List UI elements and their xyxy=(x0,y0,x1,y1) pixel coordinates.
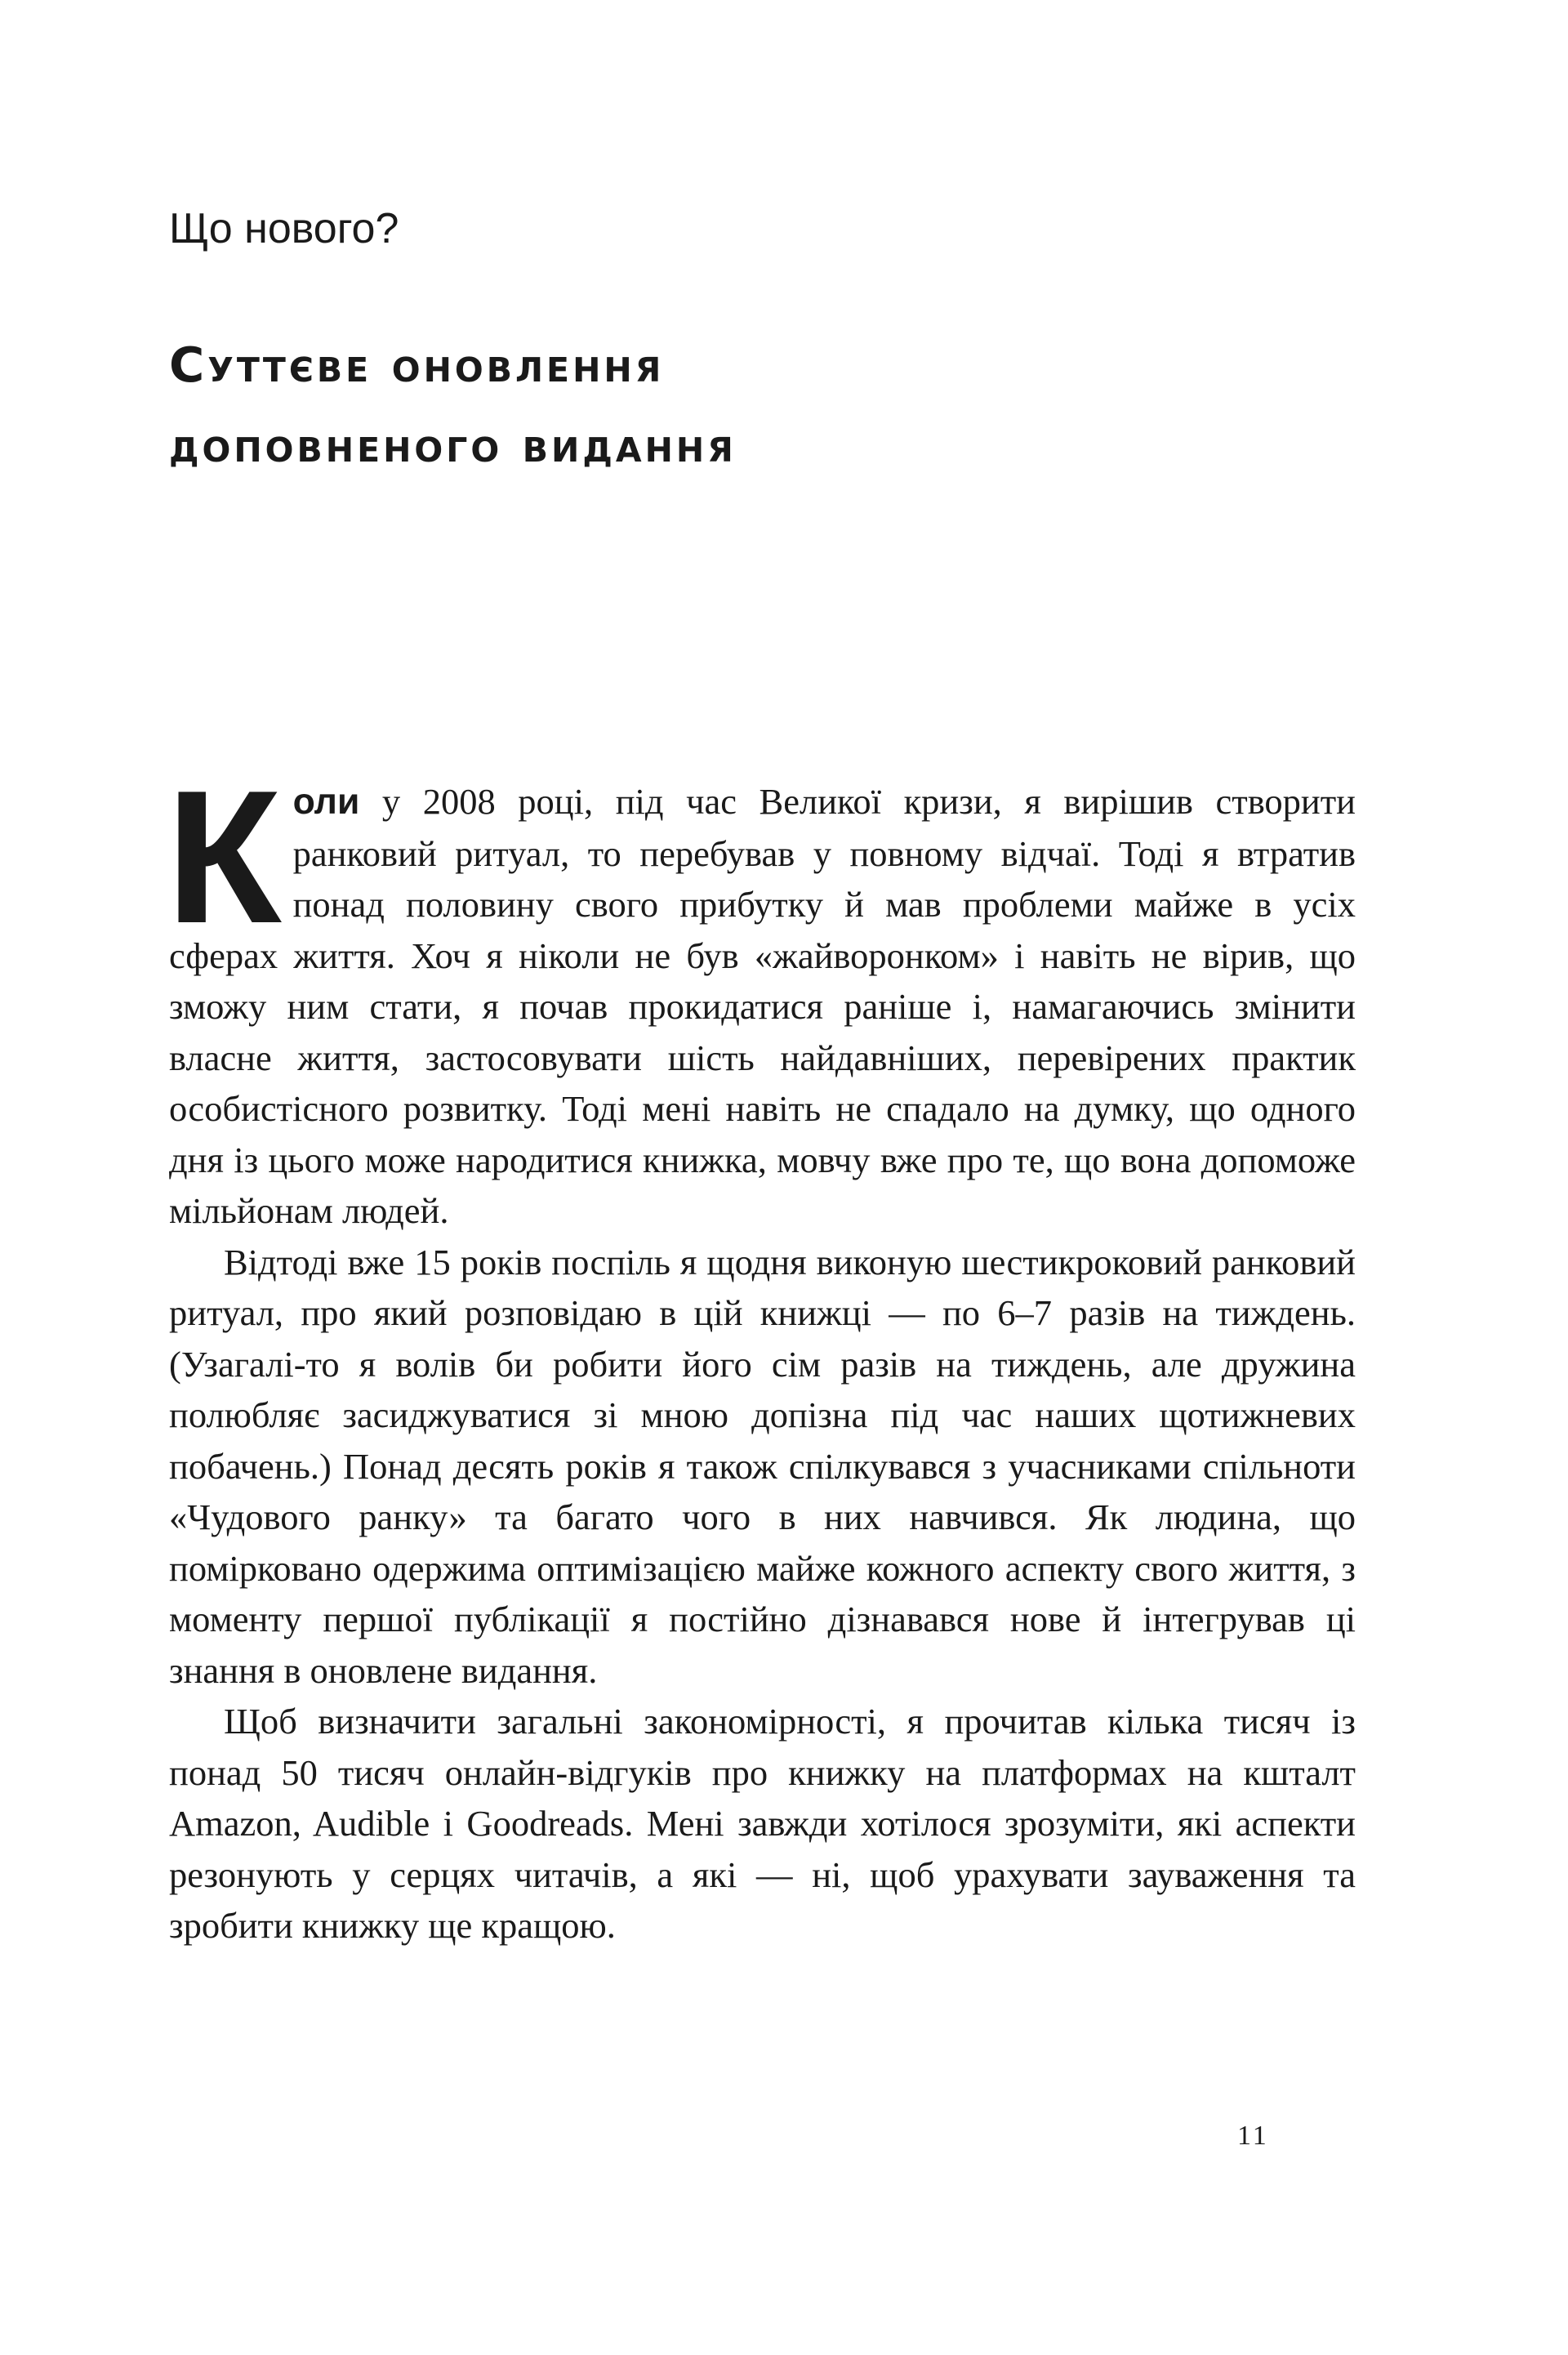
chapter-title-line-2: доповненого видання xyxy=(169,417,737,473)
drop-cap: К xyxy=(166,752,278,963)
lead-word: оли xyxy=(292,782,360,822)
paragraph-3 xyxy=(169,1696,1356,1951)
section-label: Що нового? xyxy=(169,205,399,252)
chapter-title-line-1: Суттєве оновлення xyxy=(169,337,665,393)
paragraph-1 xyxy=(166,752,1356,1237)
body-text xyxy=(166,752,1356,1951)
paragraph-2-text: Відтоді вже 15 років поспіль я щодня виконую шестикроковий ранковий ритуал, про який розповідаю в цій книжці — по 6–7 разів на тиждень. (Узагалі-то я волів би робити його сім разів на тиждень, але дружина полюбляє засиджуватися зі мною допізна під час наших щотижневих побачень.) Понад десять років я також спілкувався з учасниками спільноти «Чудового ранку» та багато чого в них навчився. Як людина, що помірковано одержима оптимізацією майже кожного аспекту свого життя, з моменту першої публікації я постійно дізнавався нове й інтегрував ці знання в оновлене видання. xyxy=(169,1241,1356,1691)
paragraph-3-text: Щоб визначити загальні закономірності, я прочитав кілька тисяч із понад 50 тисяч онлайн-відгуків про книжку на платформах на кшталт Amazon, Audible і Goodreads. Мені завжди хотілося зрозуміти, які аспекти резонують у серцях читачів, а які — ні, щоб урахувати зауваження та зробити книжку ще кращою. xyxy=(169,1701,1356,1946)
chapter-title xyxy=(169,325,1353,485)
paragraph-1-text: у 2008 році, під час Великої кризи, я вирішив створити ранковий ритуал, то перебував у повному відчаї. Тоді я втратив понад половину свого прибутку й мав проблеми майже в усіх сферах життя. Хоч я ніколи не був «жайворонком» і навіть не вірив, що зможу ним стати, я почав прокидатися раніше і, намагаючись змінити власне життя, застосовувати шість найдавніших, перевірених практик особистісного розвитку. Тоді мені навіть не спадало на думку, що одного дня із цього може народитися книжка, мовчу вже про те, що вона допоможе мільйонам людей. xyxy=(169,781,1356,1231)
paragraph-2 xyxy=(169,1237,1356,1697)
page-number: 11 xyxy=(1237,2121,1269,2151)
